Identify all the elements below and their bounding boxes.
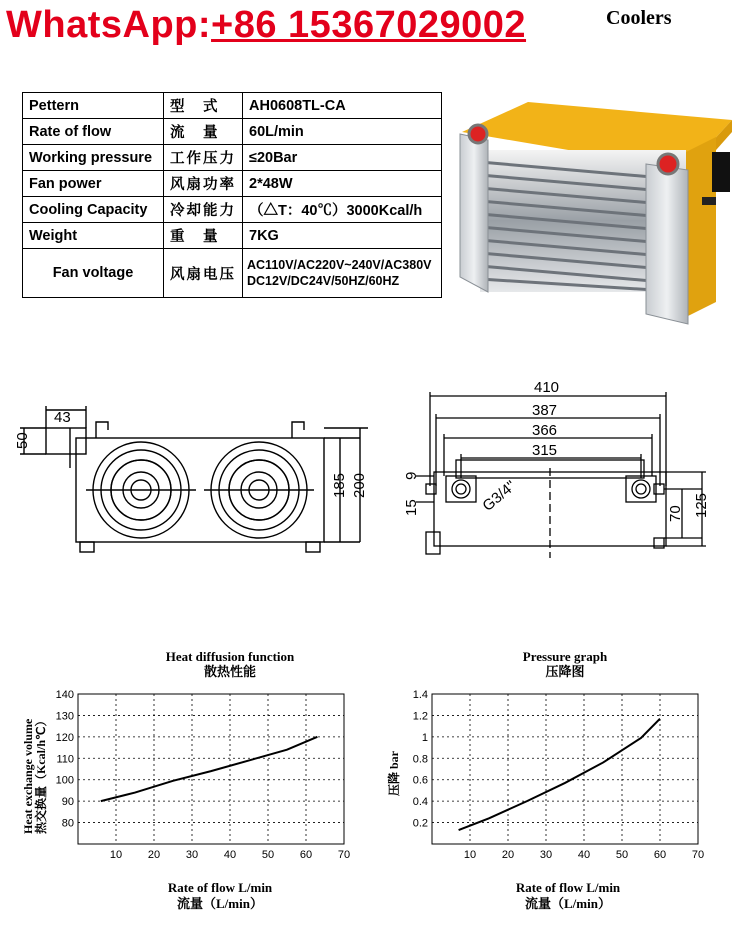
dim-125: 125 bbox=[693, 492, 710, 518]
spec-label-cn: 冷却能力 bbox=[164, 197, 243, 223]
chart2-xlabel-en: Rate of flow L/min bbox=[515, 880, 621, 895]
dim-410: 410 bbox=[534, 379, 560, 396]
dim-9: 9 bbox=[403, 471, 420, 480]
chart2-xlabel bbox=[488, 880, 648, 912]
spec-label: Rate of flow bbox=[23, 119, 164, 145]
dim-366: 366 bbox=[532, 422, 558, 439]
product-photo bbox=[450, 92, 750, 332]
whatsapp-contact bbox=[6, 4, 526, 47]
dim-387: 387 bbox=[532, 402, 558, 419]
chart1-y-tick: 140 bbox=[55, 689, 74, 701]
chart2-y-tick: 1.2 bbox=[412, 710, 428, 723]
chart2-title-en: Pressure graph bbox=[522, 649, 608, 664]
chart2-ylabel: 压降 bar bbox=[387, 750, 401, 796]
chart2-series-line bbox=[459, 719, 660, 830]
chart2-x-tick: 70 bbox=[691, 849, 705, 861]
chart1-y-tick: 90 bbox=[61, 796, 74, 809]
chart1-y-tick: 100 bbox=[55, 774, 74, 787]
voltage-line-1: AC110V/AC220V~240V/AC380V bbox=[247, 258, 432, 272]
chart1-x-tick: 10 bbox=[109, 849, 123, 861]
chart2-y-tick: 0.6 bbox=[412, 774, 428, 787]
chart2-title-cn: 压降图 bbox=[545, 664, 585, 679]
dim-315: 315 bbox=[532, 442, 558, 459]
chart2-plot-area bbox=[432, 694, 698, 844]
chart1-ylabel-en: Heat exchange volume bbox=[21, 718, 35, 834]
chart2-x-tick: 50 bbox=[615, 849, 629, 861]
table-row bbox=[23, 145, 442, 171]
spec-value: （△T：40℃）3000Kcal/h bbox=[243, 197, 442, 223]
chart1-title bbox=[118, 649, 342, 679]
table-row bbox=[23, 223, 442, 249]
chart1-x-tick: 60 bbox=[299, 849, 313, 861]
chart2-x-tick: 10 bbox=[463, 849, 477, 861]
spec-value: 7KG bbox=[243, 223, 442, 249]
spec-label-cn: 重 量 bbox=[164, 223, 243, 249]
chart1-title-cn: 散热性能 bbox=[203, 664, 256, 679]
dim-200: 200 bbox=[351, 472, 368, 498]
chart1-y-tick: 130 bbox=[55, 710, 74, 723]
chart1-title-en: Heat diffusion function bbox=[165, 649, 295, 664]
chart2-x-tick: 60 bbox=[653, 849, 667, 861]
dim-15: 15 bbox=[403, 499, 420, 516]
chart2-y-tick: 0.8 bbox=[412, 753, 428, 766]
spec-label-cn: 风扇功率 bbox=[164, 171, 243, 197]
chart2-x-tick: 30 bbox=[539, 849, 553, 861]
spec-label: Fan voltage bbox=[23, 249, 164, 298]
spec-label-cn: 工作压力 bbox=[164, 145, 243, 171]
chart1-xlabel bbox=[140, 880, 300, 912]
heat-diffusion-chart bbox=[50, 686, 360, 866]
chart1-y-tick: 120 bbox=[55, 731, 74, 744]
chart2-y-tick: 1 bbox=[421, 731, 428, 744]
chart1-xlabel-en: Rate of flow L/min bbox=[167, 880, 273, 895]
spec-value: 60L/min bbox=[243, 119, 442, 145]
chart1-x-tick: 70 bbox=[337, 849, 351, 861]
table-row bbox=[23, 249, 442, 298]
pressure-chart bbox=[404, 686, 714, 866]
chart1-y-tick: 80 bbox=[61, 817, 74, 830]
chart2-title bbox=[480, 649, 650, 679]
chart1-x-tick: 40 bbox=[223, 849, 237, 861]
chart1-x-tick: 30 bbox=[185, 849, 199, 861]
spec-label: Working pressure bbox=[23, 145, 164, 171]
chart2-y-tick: 0.2 bbox=[412, 817, 428, 830]
dim-70: 70 bbox=[667, 505, 684, 522]
voltage-line-2: DC12V/DC24V/50HZ/60HZ bbox=[247, 274, 400, 288]
spec-value-voltage bbox=[243, 249, 442, 298]
chart2-x-tick: 40 bbox=[577, 849, 591, 861]
whatsapp-label: WhatsApp: bbox=[6, 4, 212, 46]
dim-185: 185 bbox=[331, 472, 348, 498]
chart1-plot-area bbox=[78, 694, 344, 844]
table-row bbox=[23, 93, 442, 119]
chart1-x-tick: 50 bbox=[261, 849, 275, 861]
chart1-ylabel bbox=[22, 715, 48, 834]
chart2-y-tick: 1.4 bbox=[412, 689, 428, 701]
phone-number-link[interactable]: +86 15367029002 bbox=[211, 4, 527, 46]
chart2-y-tick: 0.4 bbox=[412, 796, 428, 809]
chart1-xlabel-cn: 流量（L/min） bbox=[177, 896, 263, 911]
port-label: G3/4" bbox=[479, 477, 520, 515]
spec-table bbox=[22, 92, 442, 298]
spec-label: Fan power bbox=[23, 171, 164, 197]
front-view-drawing bbox=[10, 398, 370, 568]
table-row bbox=[23, 197, 442, 223]
table-row bbox=[23, 171, 442, 197]
spec-label: Cooling Capacity bbox=[23, 197, 164, 223]
chart1-series-line bbox=[101, 737, 318, 801]
spec-label: Pettern bbox=[23, 93, 164, 119]
spec-value: AH0608TL-CA bbox=[243, 93, 442, 119]
dim-50: 50 bbox=[14, 432, 31, 449]
spec-label-cn: 流 量 bbox=[164, 119, 243, 145]
chart2-xlabel-cn: 流量（L/min） bbox=[525, 896, 611, 911]
table-row bbox=[23, 119, 442, 145]
spec-label-cn: 型 式 bbox=[164, 93, 243, 119]
spec-value: ≤20Bar bbox=[243, 145, 442, 171]
dim-43: 43 bbox=[54, 409, 71, 426]
chart2-x-tick: 20 bbox=[501, 849, 515, 861]
spec-label: Weight bbox=[23, 223, 164, 249]
chart1-x-tick: 20 bbox=[147, 849, 161, 861]
side-view-drawing bbox=[390, 378, 720, 568]
category-label: Coolers bbox=[606, 7, 672, 29]
chart1-ylabel-cn: 热交换量（Kcal/h℃） bbox=[34, 714, 48, 834]
spec-label-cn: 风扇电压 bbox=[164, 249, 243, 298]
spec-value: 2*48W bbox=[243, 171, 442, 197]
chart1-y-tick: 110 bbox=[56, 753, 74, 766]
